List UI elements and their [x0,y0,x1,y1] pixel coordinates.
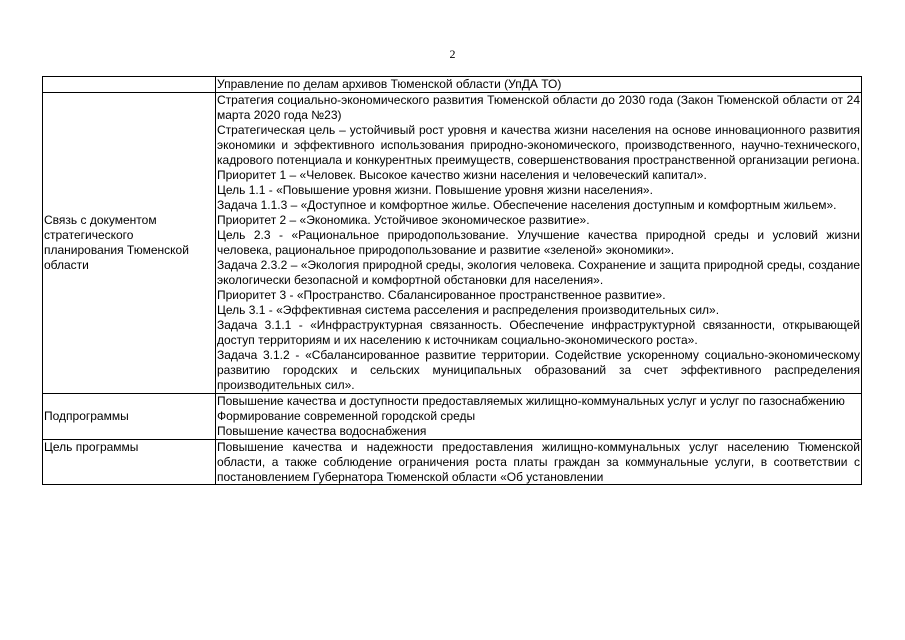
strategy-paragraph: Стратегия социально-экономического развития Тюменской области до 2030 года (Закон Тюменской области от 24 марта 2020 года №23) [217,93,860,122]
strategy-paragraph: Цель 2.3 - «Рациональное природопользование. Улучшение качества природной среды и условий жизни человека, рациональное природопользование и развитие «зеленой» экономики». [217,228,860,257]
row-value-executor: Управление по делам архивов Тюменской области (УпДА ТО) [216,77,862,93]
strategy-paragraph: Задача 3.1.2 - «Сбалансированное развитие территории. Содействие ускоренному социально-экономическому развитию городских и сельских муниципальных образований за счет эффективного распределения производительных сил». [217,348,860,392]
page-number: 2 [449,47,456,61]
row-value-subprograms [216,394,862,440]
subprogram-item: Повышение качества и доступности предоставляемых жилищно-коммунальных услуг и услуг по газоснабжению [217,394,845,408]
strategy-paragraph: Приоритет 3 - «Пространство. Сбалансированное пространственное развитие». [217,288,666,302]
row-label-executor [43,77,216,93]
table-row-strategy-link [43,93,862,394]
row-label-subprograms: Подпрограммы [43,394,216,440]
strategy-paragraph: Задача 1.1.3 – «Доступное и комфортное жилье. Обеспечение населения доступным и комфортным жильем». [217,198,837,212]
row-label-goal: Цель программы [43,440,216,485]
table-row-goal [43,440,862,485]
subprogram-item: Повышение качества водоснабжения [217,424,427,438]
strategy-paragraph: Цель 1.1 - «Повышение уровня жизни. Повышение уровня жизни населения». [217,183,653,197]
row-label-strategy-link: Связь с документом стратегического планирования Тюменской области [43,93,216,394]
table-row-subprograms [43,394,862,440]
subprogram-item: Формирование современной городской среды [217,409,476,423]
table-row-executor [43,77,862,93]
row-value-strategy-link [216,93,862,394]
passport-table [42,76,862,485]
strategy-paragraph: Цель 3.1 - «Эффективная система расселения и распределения производительных сил». [217,303,720,317]
row-value-goal [216,440,862,485]
strategy-paragraph: Приоритет 1 – «Человек. Высокое качество жизни населения и человеческий капитал». [217,168,707,182]
strategy-paragraph: Задача 2.3.2 – «Экология природной среды, экология человека. Сохранение и защита природной среды, создание экологически безопасной и комфортной обстановки для населения». [217,258,860,287]
goal-text-clip [217,440,860,484]
strategy-paragraph: Задача 3.1.1 - «Инфраструктурная связанность. Обеспечение инфраструктурной связанности, открывающей доступ территориям и их населению к источникам социально-экономического роста». [217,318,860,347]
strategy-paragraph: Стратегическая цель – устойчивый рост уровня и качества жизни населения на основе инновационного развития экономики и эффективного использования природно-экономического, производственного, научно-технического, кадрового потенциала и конкурентных преимуществ, совершенствования пространственной организации региона. [217,123,860,167]
goal-text: Повышение качества и надежности предоставления жилищно-коммунальных услуг населению Тюменской области, а также соблюдение ограничения роста платы граждан за коммунальные услуги, в соответствии с постановлением Губернатора Тюменской области «Об установлении [217,440,860,484]
strategy-paragraph: Приоритет 2 – «Экономика. Устойчивое экономическое развитие». [217,213,590,227]
